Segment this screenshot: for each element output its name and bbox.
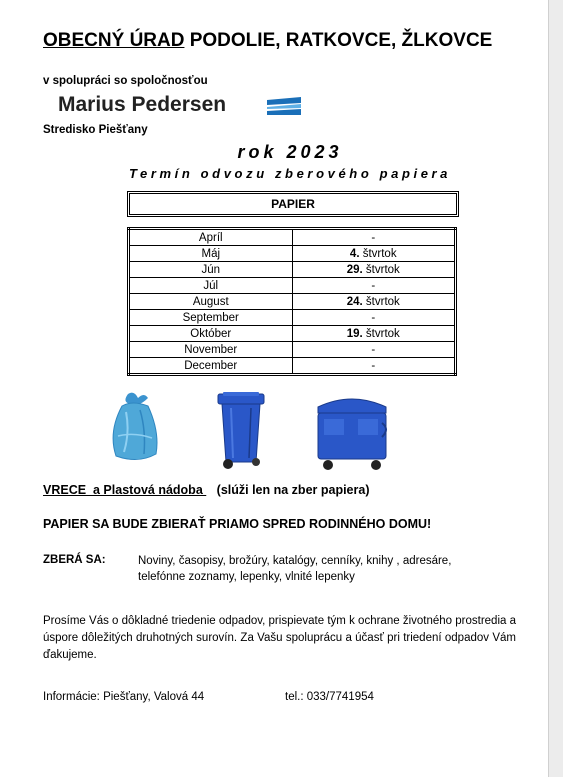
schedule-row xyxy=(129,229,456,246)
schedule-day-number: 4. xyxy=(349,247,360,260)
schedule-day-number: 29. xyxy=(346,263,363,276)
schedule-day-name: - xyxy=(371,343,376,356)
center-name: Stredisko Piešťany xyxy=(43,124,148,136)
wheelie-bin-icon xyxy=(215,392,267,470)
schedule-date xyxy=(292,246,456,262)
collects-list: Noviny, časopisy, brožúry, katalógy, cenníky, knihy , adresáre, telefónne zoznamy, lepenky, vlnité lepenky xyxy=(138,555,452,583)
schedule-month: August xyxy=(129,294,293,310)
info-address: Informácie: Piešťany, Valová 44 xyxy=(43,691,205,703)
schedule-date xyxy=(292,342,456,358)
schedule-date xyxy=(292,326,456,342)
papier-header-box: PAPIER xyxy=(127,191,459,217)
schedule-day-name: štvrtok xyxy=(362,295,400,308)
schedule-day-name: štvrtok xyxy=(359,247,397,260)
schedule-month: Október xyxy=(129,326,293,342)
info-phone: tel.: 033/7741954 xyxy=(285,691,374,703)
cooperation-text: v spolupráci so spoločnosťou xyxy=(43,75,208,87)
schedule-day-number: 19. xyxy=(346,327,363,340)
schedule-month: Jún xyxy=(129,262,293,278)
schedule-date xyxy=(292,294,456,310)
schedule-row xyxy=(129,358,456,375)
schedule-day-name: - xyxy=(371,311,376,324)
schedule-month: Máj xyxy=(129,246,293,262)
schedule-row xyxy=(129,294,456,310)
collection-notice: PAPIER SA BUDE ZBIERAŤ PRIAMO SPRED RODINNÉHO DOMU! xyxy=(43,517,432,531)
schedule-row xyxy=(129,278,456,294)
schedule-date xyxy=(292,262,456,278)
schedule-date xyxy=(292,358,456,375)
schedule-day-name: - xyxy=(371,359,376,372)
schedule-month: November xyxy=(129,342,293,358)
schedule-table xyxy=(127,227,457,376)
schedule-month: Júl xyxy=(129,278,293,294)
container-types: VRECE a Plastová nádoba xyxy=(43,483,207,497)
collects-label: ZBERÁ SA: xyxy=(43,554,106,566)
company-logo-icon xyxy=(267,97,301,115)
container-purpose: (slúži len na zber papiera) xyxy=(206,483,370,497)
schedule-day-name: - xyxy=(371,231,376,244)
year-heading: rok 2023 xyxy=(237,142,343,162)
company-name: Marius Pedersen xyxy=(58,93,227,116)
schedule-day-name: - xyxy=(371,279,376,292)
schedule-month: Apríl xyxy=(129,229,293,246)
bag-icon xyxy=(108,392,160,462)
schedule-row xyxy=(129,342,456,358)
schedule-day-name: štvrtok xyxy=(362,327,400,340)
schedule-day-name: štvrtok xyxy=(362,263,400,276)
schedule-day-number: 24. xyxy=(346,295,363,308)
schedule-date xyxy=(292,229,456,246)
schedule-subtitle: Termín odvozu zberového papiera xyxy=(128,166,452,181)
schedule-month: September xyxy=(129,310,293,326)
page-title xyxy=(43,30,492,52)
title-office: OBECNÝ ÚRAD xyxy=(43,30,185,51)
title-villages: PODOLIE, RATKOVCE, ŽLKOVCE xyxy=(184,30,493,51)
schedule-row xyxy=(129,246,456,262)
schedule-row xyxy=(129,310,456,326)
request-paragraph: Prosíme Vás o dôkladné triedenie odpadov, prispievate tým k ochrane životného prostredia a úspore dôležitých druhotných surovín. Za Vašu spoluprácu a účasť pri triedení odpadov Vám ďakujeme. xyxy=(43,615,516,661)
large-container-icon xyxy=(312,393,392,471)
schedule-month: December xyxy=(129,358,293,375)
schedule-row xyxy=(129,262,456,278)
schedule-date xyxy=(292,310,456,326)
schedule-row xyxy=(129,326,456,342)
schedule-date xyxy=(292,278,456,294)
container-label xyxy=(43,483,369,497)
